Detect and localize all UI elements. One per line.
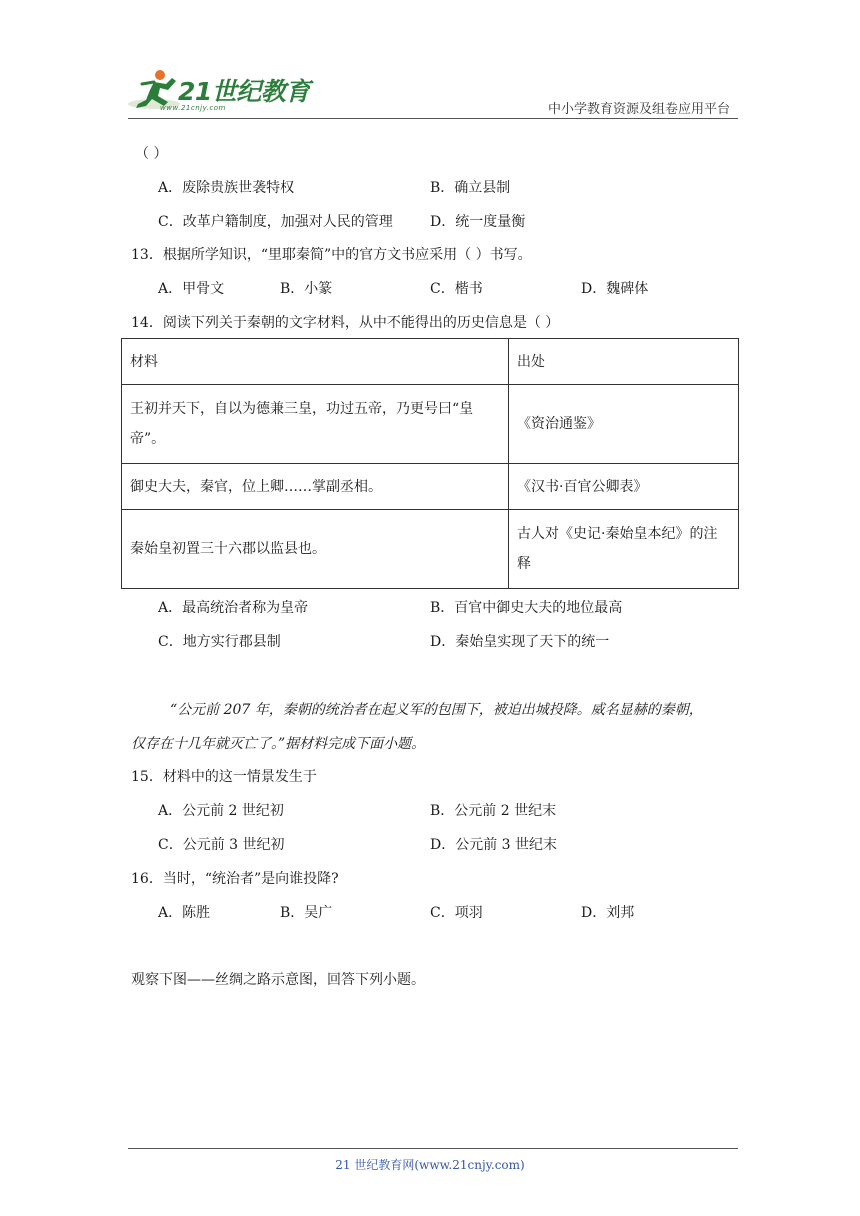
q15-stem: 15．材料中的这一情景发生于 (131, 769, 317, 785)
q12-option-a[interactable]: A．废除贵族世袭特权 (158, 180, 295, 196)
q16-stem: 16．当时，“统治者”是向谁投降? (131, 871, 339, 887)
table-row (122, 510, 739, 589)
q14-option-b[interactable]: B．百官中御史大夫的地位最高 (430, 600, 623, 616)
q15-option-a[interactable]: A．公元前 2 世纪初 (158, 803, 284, 819)
table-cell-source (509, 510, 739, 589)
q13-option-b[interactable]: B．小篆 (280, 281, 333, 297)
table-cell-material: 御史大夫，秦官，位上卿……掌副丞相。 (122, 464, 509, 510)
table-cell-material (122, 385, 509, 464)
q13-option-a[interactable]: A．甲骨文 (158, 281, 225, 297)
q13-option-d[interactable]: D．魏碑体 (581, 281, 649, 297)
logo-url: www.21cnjy.com (160, 104, 226, 112)
q12-option-c[interactable]: C．改革户籍制度，加强对人民的管理 (158, 214, 393, 230)
material-table (121, 338, 739, 589)
table-header-row (122, 339, 739, 385)
table-cell-material: 秦始皇初置三十六郡以监县也。 (122, 510, 509, 589)
source-line: 古人对《史记·秦始皇本纪》的注 (517, 526, 718, 542)
q13-stem: 13．根据所学知识，“里耶秦简”中的官方文书应采用（ ）书写。 (131, 247, 532, 263)
q12-option-d[interactable]: D．统一度量衡 (430, 214, 526, 230)
table-row (122, 464, 739, 510)
q15-option-b[interactable]: B．公元前 2 世纪末 (430, 803, 557, 819)
q12-answer-bracket: （ ） (135, 146, 168, 162)
q14-option-a[interactable]: A．最高统治者称为皇帝 (158, 600, 309, 616)
q14-option-c[interactable]: C．地方实行郡县制 (158, 634, 281, 650)
material-line: 王初并天下，自以为德兼三皇，功过五帝，乃更号曰“皇 (130, 401, 474, 417)
table-cell-source: 《汉书·百官公卿表》 (509, 464, 739, 510)
q16-option-a[interactable]: A．陈胜 (158, 905, 211, 921)
q16-option-d[interactable]: D．刘邦 (581, 905, 635, 921)
table-header-source: 出处 (509, 339, 739, 385)
q12-option-b[interactable]: B．确立县制 (430, 180, 511, 196)
source-line: 释 (517, 556, 531, 572)
q16-option-c[interactable]: C．项羽 (430, 905, 483, 921)
header-platform-title: 中小学教育资源及组卷应用平台 (547, 102, 730, 117)
header-divider (128, 118, 738, 119)
logo-wordmark: 21世纪教育 (178, 77, 310, 106)
table-cell-source: 《资治通鉴》 (509, 385, 739, 464)
q13-option-c[interactable]: C．楷书 (430, 281, 483, 297)
table-header-material: 材料 (122, 339, 509, 385)
passage-line-1: “公元前 207 年，秦朝的统治者在起义军的包围下，被迫出城投降。威名显赫的秦朝， (170, 702, 703, 718)
q14-stem: 14．阅读下列关于秦朝的文字材料，从中不能得出的历史信息是（ ） (131, 315, 560, 331)
q15-option-c[interactable]: C．公元前 3 世纪初 (158, 837, 285, 853)
q14-option-d[interactable]: D．秦始皇实现了天下的统一 (430, 634, 610, 650)
material-line: 帝”。 (130, 431, 166, 447)
passage-line-2: 仅存在十几年就灭亡了。”据材料完成下面小题。 (131, 736, 426, 752)
q15-option-d[interactable]: D．公元前 3 世纪末 (430, 837, 558, 853)
footer-divider (128, 1148, 738, 1149)
q16-option-b[interactable]: B．吴广 (280, 905, 333, 921)
table-row (122, 385, 739, 464)
map-instruction: 观察下图——丝绸之路示意图，回答下列小题。 (131, 972, 425, 988)
footer-link[interactable]: 21 世纪教育网(www.21cnjy.com) (335, 1158, 525, 1172)
